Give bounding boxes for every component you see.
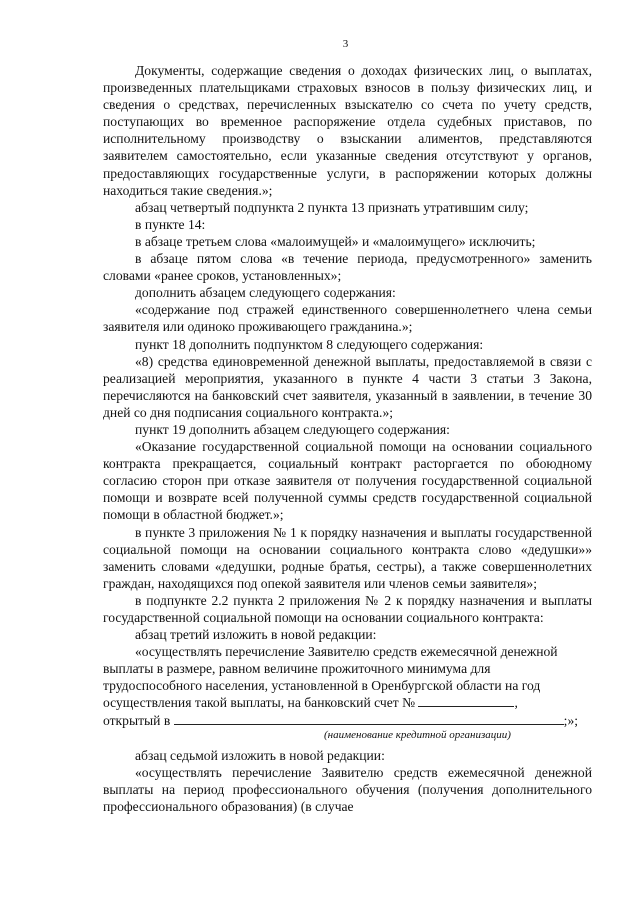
paragraph-transfer-text: «осуществлять перечисление Заявителю средств ежемесячной денежной выплаты в размере, равном величине прожиточного минимума для трудоспособного населения, установленной в Оренбургской области на год осуществления такой выплаты, на банковский счет № [103,644,558,711]
paragraph-training-period: «осуществлять перечисление Заявителю средств ежемесячной денежной выплаты на период профессионального обучения (получения дополнительного профессионального образования) (в случае [103,764,592,814]
account-end-punct: , [514,695,518,711]
bank-name-caption: (наименование кредитной организации) [324,728,511,741]
paragraph-termination: «Оказание государственной социальной помощи на основании социального контракта прекращается, социальный контракт расторгается по обоюдному согласию сторон при отказе заявителя от получения государственной социальной помощи и возврате всей полученной суммы средств государственной социальной помощи в областной бюджет.»; [103,439,592,523]
paragraph-13-abzac4: абзац четвертый подпункта 2 пункта 13 признать утратившим силу; [135,199,529,215]
paragraph-add-abzac: дополнить абзацем следующего содержания: [135,285,396,301]
paragraph-subpoint8: «8) средства единовременной денежной выплаты, предоставляемой в связи с реализацией мероприятия, указанного в пункте 4 части 3 статьи 3 Закона, перечисляются на банковский счет заявителя, указанный в заявлении, в течение 30 дней со дня подписания социального контракта.»; [103,353,592,420]
paragraph-documents-info: Документы, содержащие сведения о доходах физических лиц, о выплатах, произведенных плательщиками страховых взносов в пользу физических лиц, и сведения о средствах, перечисленных взыскателю со счета по учету средств, поступающих во временное распоряжение отдела судебных приставов, по исполнительному производству о взыскании алиментов, представляются заявителем самостоятельно, если указанные сведения отсутствуют у органов, предоставляющих государственные услуги, в распоряжении которых должны находиться такие сведения.»; [103,63,592,198]
paragraph-appendix1: в пункте 3 приложения № 1 к порядку назначения и выплаты государственной социальной помощи на основании социального контракта слово «дедушки»» заменить словами «дедушки, родные братья, сестры), а также совершеннолетних граждан, находящихся под опекой заявителя или членов семьи заявителя»; [103,524,592,591]
paragraph-punkt19: пункт 19 дополнить абзацем следующего содержания: [135,421,450,437]
page-number: 3 [342,38,349,50]
paragraph-punkt14: в пункте 14: [135,216,206,232]
paragraph-punkt18: пункт 18 дополнить подпунктом 8 следующего содержания: [135,336,484,352]
paragraph-abzac5: в абзаце пятом слова «в течение периода, предусмотренного» заменить словами «ранее сроков, установленных»; [103,251,592,284]
paragraph-appendix2: в подпункте 2.2 пункта 2 приложения № 2 к порядку назначения и выплаты государственной социальной помощи на основании социального контракта: [103,592,592,625]
account-number-blank [418,695,514,707]
opened-end-punct: ;»; [563,712,579,728]
opened-at-label: открытый в [103,712,171,728]
paragraph-abzac7: абзац седьмой изложить в новой редакции: [135,747,385,763]
opened-at-line [103,712,592,729]
paragraph-custody: «содержание под стражей единственного совершеннолетнего члена семьи заявителя или одиноко проживающего гражданина.»; [103,302,592,335]
paragraph-abzac3-new: абзац третий изложить в новой редакции: [135,627,377,643]
paragraph-transfer-monthly [103,643,592,711]
bank-name-blank [174,713,564,725]
paragraph-abzac3-malo: в абзаце третьем слова «малоимущей» и «малоимущего» исключить; [135,233,536,249]
